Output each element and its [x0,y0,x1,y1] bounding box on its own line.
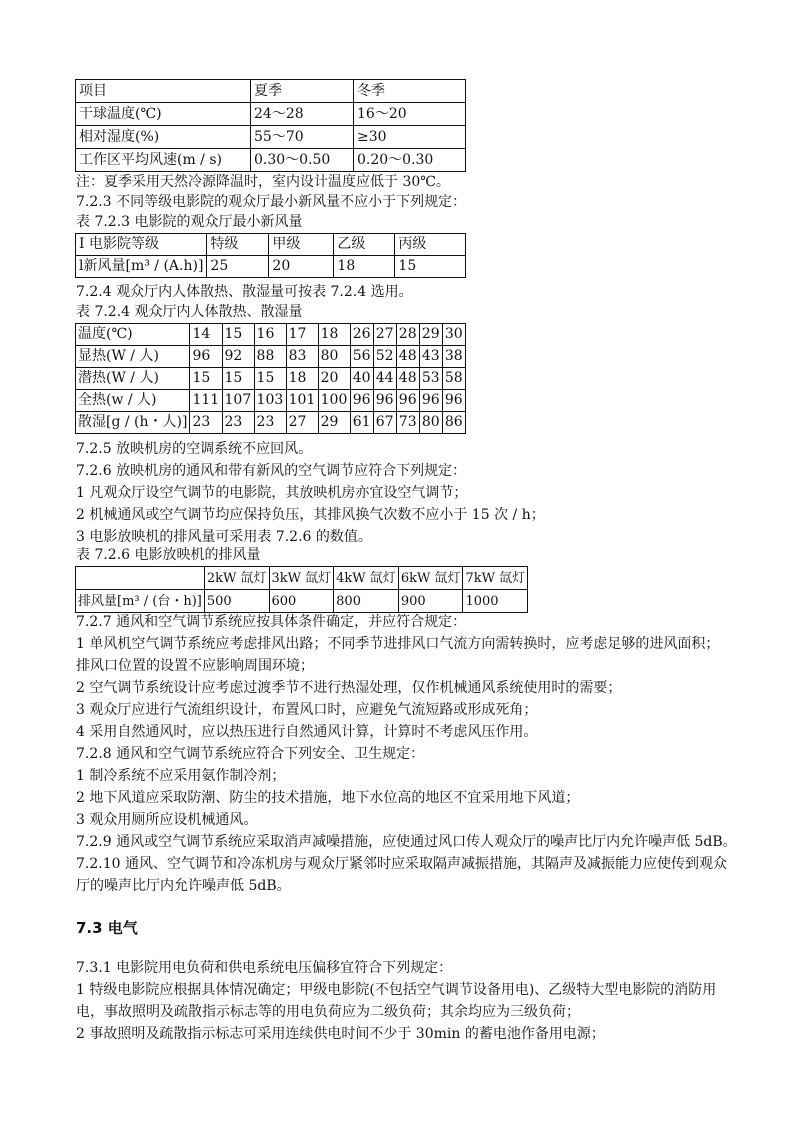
clause-7-3-1-item-2: 2 事故照明及疏散指示标志可采用连续供电时间不少于 30min 的蓄电池作备用电源； [76,1026,605,1042]
table-caption-7-2-4: 表 7.2.4 观众厅内人体散热、散湿量 [76,304,303,320]
table-cell: 53 [419,368,442,390]
table-cell: 40 [350,368,373,390]
table-cell: 23 [190,412,222,434]
table-cell: 86 [442,412,465,434]
table-cell: 相对湿度(%) [76,126,251,149]
projector-exhaust-table [75,566,528,613]
table-row-label: 全热(w / 人) [76,390,190,412]
clause-7-2-10-cont: 厅的噪声比厅内允许噪声低 5dB。 [76,878,291,894]
table-caption-7-2-6: 表 7.2.6 电影放映机的排风量 [76,547,261,563]
table-row [76,368,466,390]
table-cell: 16～20 [354,103,466,126]
clause-7-2-6-item-1: 1 凡观众厅设空气调节的电影院，其放映机房亦宜设空气调节； [76,485,468,501]
table-caption-7-2-3: 表 7.2.3 电影院的观众厅最小新风量 [76,214,303,230]
table-cell: 900 [398,590,463,613]
table-cell: 27 [286,412,318,434]
clause-7-2-3: 7.2.3 不同等级电影院的观众厅最小新风量不应小于下列规定： [76,194,467,210]
clause-7-2-7-item-3: 3 观众厅应进行气流组织设计，布置风口时，应避免气流短路或形成死角； [76,702,538,718]
clause-7-2-10: 7.2.10 通风、空气调节和冷冻机房与观众厅紧邻时应采取隔声减振措施，其隔声及减振能力应使传到观众 [76,856,727,872]
table-header-cell: 夏季 [251,80,354,103]
table-header-cell: 2kW 氙灯 [204,567,269,590]
table-cell: 15 [395,256,466,278]
table-cell: 100 [318,390,350,412]
table-cell: 500 [204,590,269,613]
table-header-cell: 7kW 氙灯 [463,567,528,590]
table-row-label: 温度(℃) [76,324,190,346]
table-row [76,390,466,412]
table-row-label: l新风量[m³ / (A.h)] [76,256,207,278]
table-header-cell [76,567,205,590]
clause-7-2-7-item-2: 2 空气调节系统设计应考虑过渡季节不进行热湿处理，仅作机械通风系统使用时的需要； [76,680,622,696]
clause-7-2-4: 7.2.4 观众厅内人体散热、散湿量可按表 7.2.4 选用。 [76,284,413,300]
clause-7-2-7-item-1: 1 单风机空气调节系统应考虑排风出路；不同季节进排风口气流方向需转换时，应考虑足够的进风面积； [76,636,720,652]
table-row [76,126,466,149]
table-cell: 15 [254,368,286,390]
table-row-label: 排风量[m³ / (台・h)] [76,590,205,613]
section-heading-7-3: 7.3 电气 [76,919,138,937]
table-cell: 80 [318,346,350,368]
table-cell: 28 [396,324,419,346]
table-row [76,590,528,613]
table-cell: 111 [190,390,222,412]
table-cell: 101 [286,390,318,412]
table-cell: 96 [190,346,222,368]
table-cell: 80 [419,412,442,434]
table-cell: 0.30～0.50 [251,149,354,172]
table-cell: 48 [396,368,419,390]
table-header-cell: 3kW 氙灯 [269,567,334,590]
clause-7-3-1-item-1-cont: 电，事故照明及疏散指示标志等的用电负荷应为二级负荷；其余均应为三级负荷； [76,1004,580,1020]
table-cell: 18 [286,368,318,390]
table-cell: 48 [396,346,419,368]
table-cell: 30 [442,324,465,346]
clause-7-3-1: 7.3.1 电影院用电负荷和供电系统电压偏移宜符合下列规定： [76,960,453,976]
clause-7-2-7-item-4: 4 采用自然通风时，应以热压进行自然通风计算，计算时不考虑风压作用。 [76,724,538,740]
table-cell: 15 [222,368,254,390]
table-cell: 工作区平均风速(m / s) [76,149,251,172]
table-cell: 83 [286,346,318,368]
table-row-label: 显热(W / 人) [76,346,190,368]
table-cell: 15 [190,368,222,390]
heat-dissipation-table [75,323,466,434]
table-row [76,346,466,368]
table-row [76,149,466,172]
table-cell: 107 [222,390,254,412]
table-header-cell: I 电影院等级 [76,234,207,256]
table-cell: 29 [419,324,442,346]
table-cell: 96 [419,390,442,412]
table-cell: 61 [350,412,373,434]
table-cell: 56 [350,346,373,368]
table-row [76,234,466,256]
table-cell: 58 [442,368,465,390]
table-cell: 26 [350,324,373,346]
table-row [76,256,466,278]
clause-7-2-9: 7.2.9 通风或空气调节系统应采取消声减噪措施，应使通过风口传人观众厅的噪声比厅内允许噪声低 5dB。 [76,834,737,850]
table-row [76,324,466,346]
table-row [76,80,466,103]
table-note: 注：夏季采用天然冷源降温时，室内设计温度应低于 30℃。 [76,174,450,190]
clause-7-2-5: 7.2.5 放映机房的空调系统不应回风。 [76,441,313,457]
clause-7-3-1-item-1: 1 特级电影院应根据具体情况确定；甲级电影院(不包括空气调节设备用电)、乙级特大型电影院的消防用 [76,982,717,998]
table-cell: 25 [207,256,269,278]
table-cell: 24～28 [251,103,354,126]
table-header-cell: 项目 [76,80,251,103]
table-row [76,103,466,126]
table-header-cell: 4kW 氙灯 [334,567,399,590]
table-cell: 96 [350,390,373,412]
table-cell: 600 [269,590,334,613]
table-header-cell: 乙级 [334,234,395,256]
table-cell: 29 [318,412,350,434]
table-row-label: 散湿[g / (h・人)] [76,412,190,434]
table-cell: 52 [373,346,396,368]
table-cell: 干球温度(℃) [76,103,251,126]
table-cell: 92 [222,346,254,368]
table-cell: 27 [373,324,396,346]
table-cell: 20 [269,256,334,278]
clause-7-2-7: 7.2.7 通风和空气调节系统应按具体条件确定，并应符合规定： [76,614,467,630]
clause-7-2-6-item-3: 3 电影放映机的排风量可采用表 7.2.6 的数值。 [76,529,372,545]
clause-7-2-6: 7.2.6 放映机房的通风和带有新风的空气调节应符合下列规定： [76,463,467,479]
table-cell: 23 [254,412,286,434]
table-header-cell: 甲级 [269,234,334,256]
table-cell: 15 [222,324,254,346]
table-cell: 88 [254,346,286,368]
table-cell: 20 [318,368,350,390]
table-cell: 38 [442,346,465,368]
table-cell: 43 [419,346,442,368]
table-header-cell: 冬季 [354,80,466,103]
clause-7-2-6-item-2: 2 机械通风或空气调节均应保持负压，其排风换气次数不应小于 15 次 / h； [76,507,545,523]
table-row-label: 潜热(W / 人) [76,368,190,390]
table-cell: 67 [373,412,396,434]
table-cell: 55～70 [251,126,354,149]
clause-7-2-8-item-3: 3 观众用厕所应设机械通风。 [76,812,258,828]
table-cell: 800 [334,590,399,613]
clause-7-2-8-item-2: 2 地下风道应采取防潮、防尘的技术措施，地下水位高的地区不宜采用地下风道； [76,790,580,806]
table-cell: 18 [318,324,350,346]
climate-table [75,79,466,172]
table-cell: 96 [396,390,419,412]
table-row [76,412,466,434]
clause-7-2-7-item-1-cont: 排风口位置的设置不应影响周围环境； [76,658,314,674]
table-header-cell: 6kW 氙灯 [398,567,463,590]
table-cell: ≥30 [354,126,466,149]
table-cell: 23 [222,412,254,434]
table-cell: 103 [254,390,286,412]
clause-7-2-8: 7.2.8 通风和空气调节系统应符合下列安全、卫生规定： [76,746,425,762]
table-cell: 0.20～0.30 [354,149,466,172]
table-row [76,567,528,590]
table-cell: 14 [190,324,222,346]
table-header-cell: 特级 [207,234,269,256]
table-cell: 18 [334,256,395,278]
table-cell: 96 [373,390,396,412]
table-cell: 16 [254,324,286,346]
table-cell: 73 [396,412,419,434]
table-header-cell: 丙级 [395,234,466,256]
fresh-air-table [75,233,466,278]
clause-7-2-8-item-1: 1 制冷系统不应采用氨作制冷剂； [76,768,286,784]
table-cell: 17 [286,324,318,346]
table-cell: 44 [373,368,396,390]
table-cell: 96 [442,390,465,412]
table-cell: 1000 [463,590,528,613]
